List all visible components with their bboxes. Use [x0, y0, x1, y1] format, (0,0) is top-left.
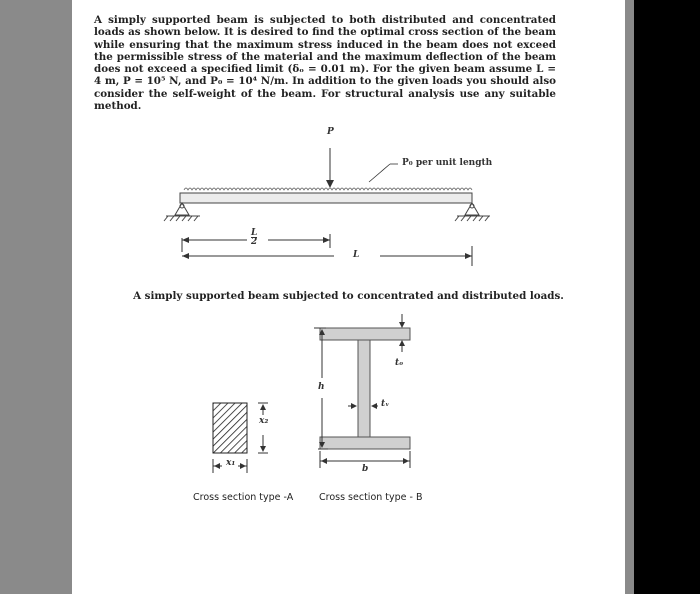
bottom-flange [320, 437, 410, 449]
distributed-load [184, 188, 472, 190]
cross-section-b-label: Cross section type - B [319, 492, 423, 503]
section-a-width-label: x₁ [226, 458, 236, 468]
half-span-numerator: L [251, 228, 258, 238]
span-label: L [353, 250, 360, 260]
left-margin-bar [0, 0, 72, 594]
right-margin-bar [625, 0, 634, 594]
top-flange [320, 328, 410, 340]
distributed-load-label: P₀ per unit length [402, 158, 493, 168]
section-a-rect [213, 403, 247, 453]
document-page [72, 0, 625, 594]
half-span-fraction [251, 229, 257, 246]
cross-section-a-label: Cross section type -A [193, 492, 294, 503]
section-b-flange-label: tₒ [395, 358, 404, 368]
section-a-height-label: x₂ [259, 416, 269, 426]
cross-section-a [200, 395, 280, 481]
half-span-denominator: 2 [251, 237, 258, 247]
cross-section-b [292, 308, 422, 478]
right-support [455, 203, 490, 221]
left-support [164, 203, 200, 221]
figure-caption: A simply supported beam subjected to concentrated and distributed loads. [133, 290, 564, 302]
problem-statement: A simply supported beam is subjected to both distributed and concentrated loads as shown below. It is desired to find the optimal cross section of the beam while ensuring that the maximum stress induced in the beam does not exceed the permissible stress of the material and the maximum deflection of the beam does not exceed a specified limit (δₒ = 0.01 m). For the given beam assume L = 4 m, P = 10⁵ N, and P₀ = 10⁴ N/m. In addition to the given loads you should also consider the self-weight of the beam. For structural analysis use any suitable method. [94, 14, 556, 113]
beam-figure [72, 120, 625, 280]
section-b-height-label: h [318, 382, 325, 392]
section-b-width-label: b [362, 464, 369, 474]
section-b-web-label: tᵥ [381, 399, 390, 409]
beam [180, 193, 472, 203]
load-p-label: P [327, 127, 334, 137]
web [358, 340, 370, 437]
